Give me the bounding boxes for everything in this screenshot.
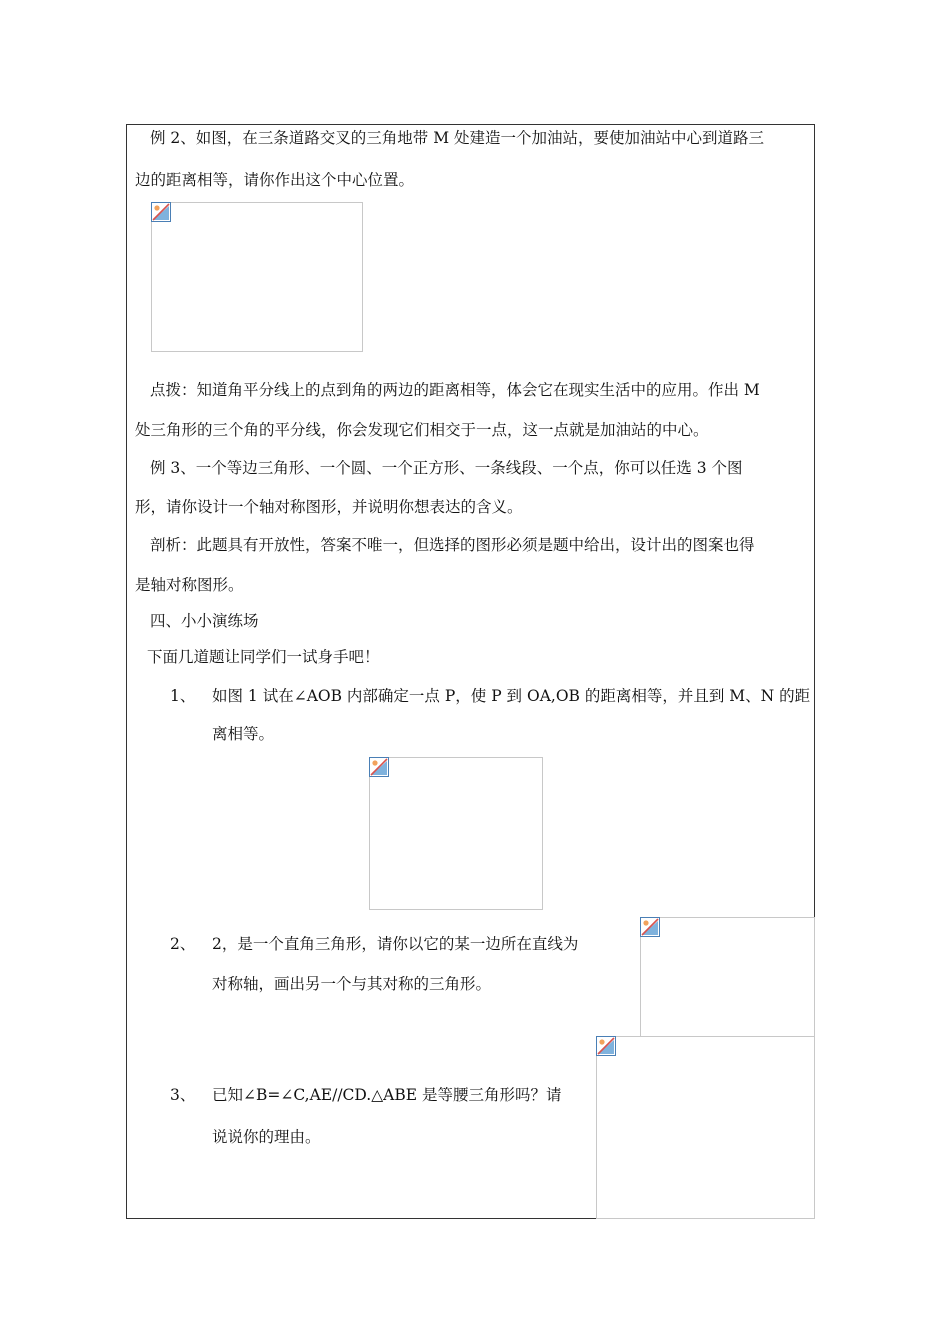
exercise1-line1: 如图 1 试在∠AOB 内部确定一点 P，使 P 到 OA,OB 的距离相等，并且到 M、N 的距 xyxy=(212,687,811,705)
figure-exercise2 xyxy=(640,917,815,1053)
example2-line1: 例 2、如图，在三条道路交叉的三角地带 M 处建造一个加油站，要使加油站中心到道路三 xyxy=(150,129,765,147)
exercise1-line2: 离相等。 xyxy=(212,725,275,743)
exercise3-line2: 说说你的理由。 xyxy=(212,1128,321,1146)
example2-line2: 边的距离相等，请你作出这个中心位置。 xyxy=(135,171,415,189)
example3-line1: 例 3、一个等边三角形、一个圆、一个正方形、一条线段、一个点，你可以任选 3 个图 xyxy=(150,459,743,477)
analysis-line2: 是轴对称图形。 xyxy=(135,576,244,594)
exercise2-number: 2、 xyxy=(170,935,196,953)
section4-title: 四、小小演练场 xyxy=(150,612,259,630)
example3-line2: 形，请你设计一个轴对称图形，并说明你想表达的含义。 xyxy=(135,498,523,516)
exercise2-line1: 2，是一个直角三角形，请你以它的某一边所在直线为 xyxy=(212,935,579,953)
figure-example2 xyxy=(151,202,363,352)
exercise3-line1: 已知∠B=∠C,AE//CD.△ABE 是等腰三角形吗？请 xyxy=(212,1086,562,1104)
broken-image-icon xyxy=(640,917,660,937)
hint-line2: 处三角形的三个角的平分线，你会发现它们相交于一点，这一点就是加油站的中心。 xyxy=(135,421,709,439)
hint-line1: 点拨：知道角平分线上的点到角的两边的距离相等，体会它在现实生活中的应用。作出 M xyxy=(150,381,760,399)
broken-image-icon xyxy=(369,757,389,777)
exercise1-number: 1、 xyxy=(170,687,196,705)
exercise2-line2: 对称轴，画出另一个与其对称的三角形。 xyxy=(212,975,492,993)
analysis-line1: 剖析：此题具有开放性，答案不唯一，但选择的图形必须是题中给出，设计出的图案也得 xyxy=(150,536,755,554)
section4-intro: 下面几道题让同学们一试身手吧！ xyxy=(147,648,380,666)
exercise3-number: 3、 xyxy=(170,1086,196,1104)
figure-exercise1 xyxy=(369,757,543,910)
broken-image-icon xyxy=(151,202,171,222)
figure-exercise3 xyxy=(596,1036,815,1219)
broken-image-icon xyxy=(596,1036,616,1056)
